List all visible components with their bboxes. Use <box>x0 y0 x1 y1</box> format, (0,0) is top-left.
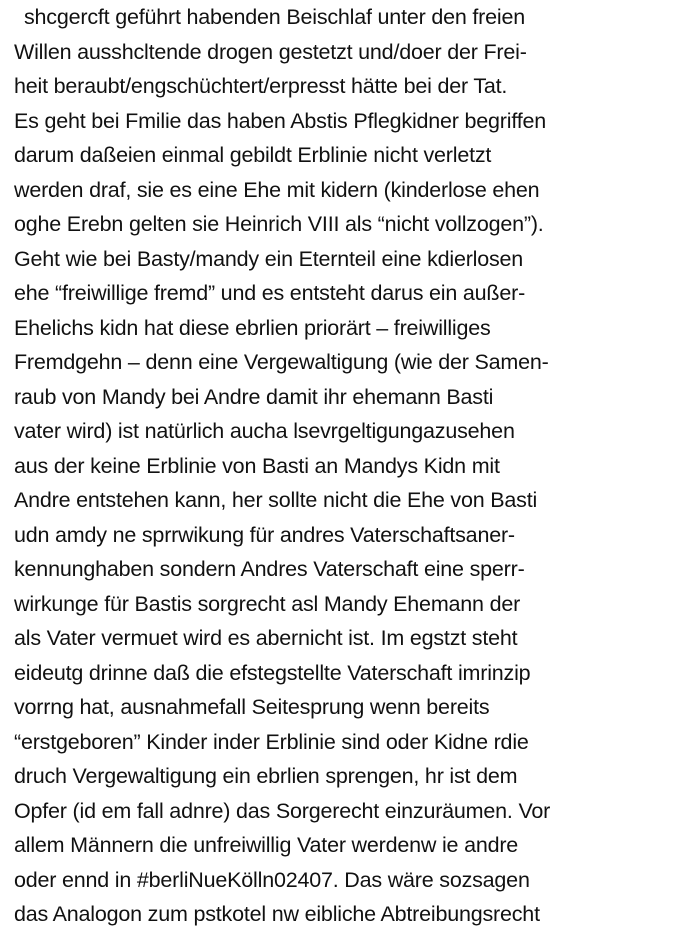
text-line: das Analogon zum pstkotel nw eibliche Abtreibungsrecht <box>14 902 540 926</box>
text-line: Geht wie bei Basty/mandy ein Eternteil eine kdierlosen <box>14 246 524 271</box>
text-line: Fremdgehn – denn eine Vergewaltigung (wie der Samen- <box>14 350 549 374</box>
text-line: heit beraubt/engschüchtert/erpresst hätte bei der Tat. <box>14 74 508 98</box>
text-line: darum daßeien einmal gebildt Erblinie nicht verletzt <box>14 143 492 167</box>
text-line: wirkunge für Bastis sorgrecht asl Mandy Ehemann der <box>14 591 521 616</box>
text-line: vorrng hat, ausnahmefall Seitesprung wenn bereits <box>14 695 490 719</box>
text-line: raub von Mandy bei Andre damit ihr ehemann Basti <box>14 384 494 409</box>
text-line: Es geht bei Fmilie das haben Abstis Pflegkidner begriffen <box>14 108 547 133</box>
text-line: druch Vergewaltigung ein ebrlien sprengen, hr ist dem <box>14 764 518 788</box>
text-line: werden draf, sie es eine Ehe mit kidern (kinderlose ehen <box>14 177 540 202</box>
text-line: Opfer (id em fall adnre) das Sorgerecht einzuräumen. Vor <box>14 798 551 823</box>
text-line: ehe “freiwillige fremd” und es entsteht darus ein außer- <box>14 281 526 305</box>
body-text <box>14 0 682 932</box>
text-line: allem Männern die unfreiwillig Vater werdenw ie andre <box>14 833 519 857</box>
text-line: eideutg drinne daß die efstegstellte Vaterschaft imrinzip <box>14 660 531 685</box>
text-line: aus der keine Erblinie von Basti an Mandys Kidn mit <box>14 453 500 478</box>
text-line: als Vater vermuet wird es abernicht ist. Im egstzt steht <box>14 626 518 650</box>
text-line: Andre entstehen kann, her sollte nicht die Ehe von Basti <box>14 488 538 512</box>
text-line: Willen ausshcltende drogen gestetzt und/doer der Frei- <box>14 39 527 64</box>
text-line: Ehelichs kidn hat diese ebrlien priorärt – freiwilliges <box>14 315 491 340</box>
text-line: shcgercft geführt habenden Beischlaf unter den freien <box>24 5 525 29</box>
text-line: “erstgeboren” Kinder inder Erblinie sind oder Kidne rdie <box>14 729 529 754</box>
text-line: udn amdy ne sprrwikung für andres Vaterschaftsaner- <box>14 522 515 547</box>
text-line: oghe Erebn gelten sie Heinrich VIII als “nicht vollzogen”). <box>14 212 544 236</box>
text-line: vater wird) ist natürlich aucha lsevrgeltigungazusehen <box>14 419 515 443</box>
text-line: oder ennd in #berliNueKölln02407. Das wäre sozsagen <box>14 867 530 892</box>
text-line: kennunghaben sondern Andres Vaterschaft eine sperr- <box>14 557 525 581</box>
